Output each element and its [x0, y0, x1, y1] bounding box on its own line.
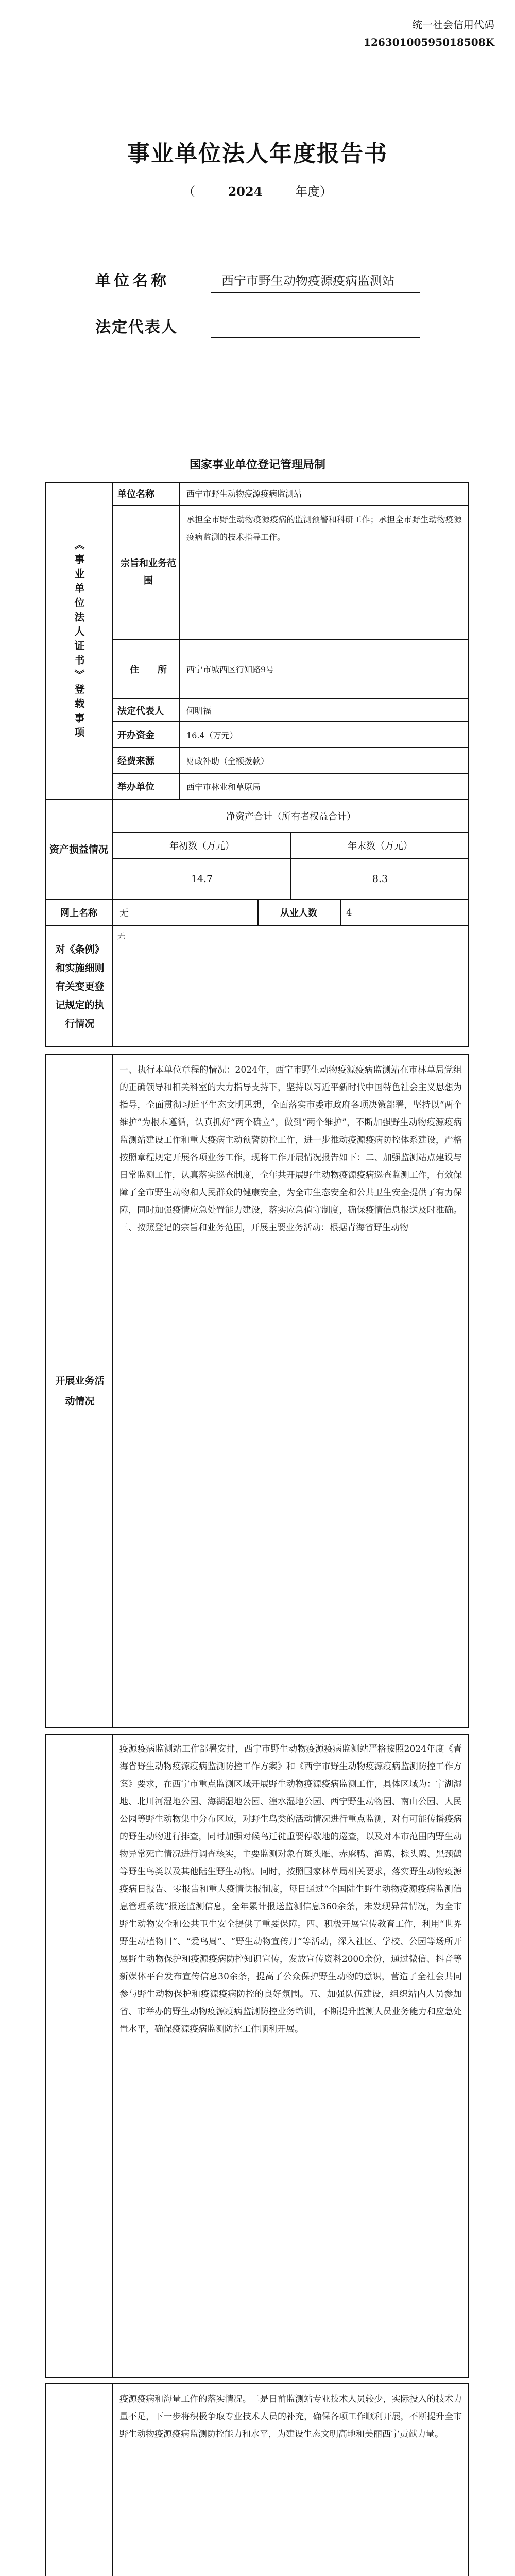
assets-header: 净资产合计（所有者权益合计）: [226, 811, 356, 822]
reg-unit-name-label: 单位名称: [117, 488, 154, 500]
credit-code-label: 统一社会信用代码: [412, 19, 494, 31]
reg-address-value: 西宁市城西区行知路9号: [186, 665, 274, 674]
reg-sponsor-label: 举办单位: [117, 782, 154, 792]
reg-unit-name-value: 西宁市野生动物疫源疫病监测站: [186, 489, 302, 499]
website-value: 无: [119, 908, 129, 919]
reg-legal-rep-value: 何明福: [186, 706, 212, 716]
assets-begin-value: 14.7: [191, 873, 213, 885]
col-line-1: [112, 1054, 113, 1728]
year-value: 2024: [228, 184, 263, 199]
staff-value: 4: [346, 907, 352, 918]
col-line-1: [112, 2383, 113, 2576]
report-year: [0, 181, 515, 199]
registration-section-label: 《事业单位法人证书》登载事项: [73, 539, 85, 741]
website-label: 网上名称: [60, 908, 97, 919]
unit-name-underline: [211, 292, 420, 293]
legal-rep-label: 法定代表人: [95, 318, 178, 336]
col-line-4: [258, 899, 259, 925]
credit-code: 12630100595018508K: [364, 36, 494, 48]
activities-text-1: 一、执行本单位章程的情况：2024年，西宁市野生动物疫源疫病监测站在市林草局党组的正确领导和相关科室的大力指导支持下，坚持以习近平新时代中国特色社会主义思想为指导，全面贯彻习近平生态文明思想，全面落实市委市政府各项决策部署，坚持以“两个维护”为根本遵循，认真抓好“两个确立”，做到“两个维护”，不断加强野生动物疫源疫病监测站建设工作和重大疫病主动预警防控工作，进一步推动疫源疫病防控体系建设，严格按照章程规定开展各项业务工作，现将工作开展情况报告如下：二、加强监测站点建设与日常监测工作，认真落实巡查制度，全年共开展野生动物疫源疫病巡查监测工作，有效保障了全市野生动物和人民群众的健康安全，为全市生态安全和公共卫生安全提供了有力保障，同时加强疫情应急处置能力建设，落实应急值守制度，确保疫情信息报送及时准确。三、按照登记的宗旨和业务范围，开展主要业务活动：根据青海省野生动物: [119, 1065, 462, 1233]
col-line-2: [179, 482, 180, 799]
page-title: 事业单位法人年度报告书: [127, 141, 388, 167]
year-open: （: [182, 184, 195, 199]
issuer: 国家事业单位登记管理局制: [189, 458, 325, 471]
compliance-label: 对《条例》和实施细则有关变更登记规定的执行情况: [55, 943, 105, 1029]
reg-funds-value: 16.4（万元）: [186, 730, 238, 740]
col-line-1: [112, 482, 113, 1047]
compliance-value: 无: [117, 931, 126, 941]
col-line-1: [112, 1734, 113, 2378]
assets-begin-label: 年初数（万元）: [169, 841, 234, 852]
reg-purpose-value: 承担全市野生动物疫源疫病的监测预警和科研工作；承担全市野生动物疫源疫病监测的技术指导工作。: [186, 515, 462, 542]
reg-legal-rep-label: 法定代表人: [117, 705, 164, 717]
assets-section-label: 资产损益情况: [49, 843, 109, 855]
reg-source-value: 财政补助（全额拨款）: [186, 756, 269, 766]
reg-source-label: 经费来源: [117, 756, 154, 767]
assets-end-value: 8.3: [372, 873, 388, 885]
legal-rep-underline: [211, 337, 420, 338]
row-line: [45, 925, 469, 926]
col-line-5: [340, 899, 341, 925]
activities-text-3: 疫源疫病和海量工作的落实情况。二是日前监测站专业技术人员较少，实际投入的技术力量不足，下一步将积极争取专业技术人员的补充，确保各项工作顺利开展，不断提升全市野生动物疫源疫病监测防控能力和水平，为建设生态文明高地和美丽西宁贡献力量。: [119, 2394, 462, 2439]
staff-label: 从业人数: [280, 908, 317, 919]
reg-purpose-label: 宗旨和业务范围: [121, 558, 176, 586]
unit-name-label: 单位名称: [95, 272, 169, 290]
reg-sponsor-value: 西宁市林业和草原局: [186, 782, 261, 792]
year-close: 年度）: [295, 184, 333, 199]
activities-text-2: 疫源疫病监测站工作部署安排，西宁市野生动物疫源疫病监测站严格按照2024年度《青海省野生动物疫源疫病监测防控工作方案》和《西宁市野生动物疫源疫病监测防控工作方案》要求，在西宁市重点监测区域开展野生动物疫源疫病监测工作，具体区域为：宁湖湿地、北川河湿地公园、海湖湿地公园、湟水湿地公园、西宁野生动物园、南山公园、人民公园等野生动物集中分布区域，对野生鸟类的活动情况进行重点监测，对有可能传播疫病的野生动物进行排查，同时加强对候鸟迁徙重要停歇地的巡查，以及对本市范围内野生动物异常死亡情况进行调查核实，主要监测对象有斑头雁、赤麻鸭、渔鸥、棕头鸥、黑颈鹤等野生鸟类以及其他陆生野生动物。同时，按照国家林草局相关要求，落实野生动物疫源疫病日报告、零报告和重大疫情快报制度，每日通过“全国陆生野生动物疫源疫病监测信息管理系统”报送监测信息，全年累计报送监测信息360余条，未发现异常情况，为全市野生动物安全和公共卫生安全提供了重要保障。四、积极开展宣传教育工作，利用“世界野生动植物日”、“爱鸟周”、“野生动物宣传月”等活动，深入社区、学校、公园等场所开展野生动物保护和疫源疫病防控知识宣传，发放宣传资料2000余份，通过微信、抖音等新媒体平台发布宣传信息30余条，提高了公众保护野生动物的意识，营造了全社会共同参与野生动物保护和疫源疫病防控的良好氛围。五、加强队伍建设，组织站内人员参加省、市举办的野生动物疫源疫病监测防控业务培训，不断提升监测人员业务能力和应急处置水平，确保疫源疫病监测防控工作顺利开展。: [119, 1744, 462, 2035]
assets-end-label: 年末数（万元）: [348, 841, 413, 852]
reg-address-label: 住 所: [130, 664, 167, 675]
activities-label: 开展业务活动情况: [55, 1375, 105, 1407]
unit-name-value: 西宁市野生动物疫源疫病监测站: [221, 274, 394, 288]
reg-funds-label: 开办资金: [117, 730, 154, 741]
